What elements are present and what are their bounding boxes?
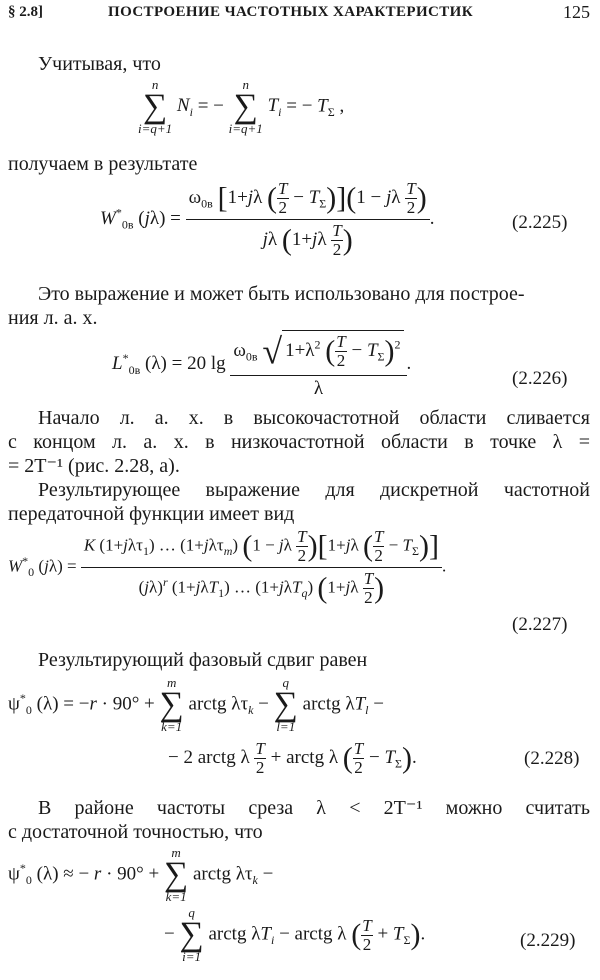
- running-header: [8, 2, 590, 26]
- chapter-title: ПОСТРОЕНИЕ ЧАСТОТНЫХ ХАРАКТЕРИСТИК: [108, 4, 474, 20]
- section-number: § 2.8]: [8, 4, 43, 20]
- paragraph-4-line-3: = 2T⁻¹ (рис. 2.28, а).: [8, 455, 180, 477]
- paragraph-4-line-1: Начало л. а. х. в высокочастотной области сливается: [38, 407, 590, 429]
- equation-number-2-226: (2.226): [512, 368, 568, 389]
- equation-2-227: $W^*_0$ (jλ) = K (1+jλτ$_1$) … (1+jλτ$_m$) (1 − jλ $\frac{T}{2}$ )[1+jλ ( $\frac{T}{2}$ − $T_\Sigma$)] $(j\lambda)^r$ (1+jλT$_1$) … (1+jλT$_q$) (1+jλ $\frac{T}{2}$ ) .: [8, 527, 447, 607]
- paragraph-3-line-2: ния л. а. х.: [8, 307, 98, 329]
- equation-2-225: $W^*_{0в}$ (jλ) = $\omega_{0в}$ [1+jλ ( $\frac{T}{2}$ − $T_\Sigma)](1 - j\lambda$ $\frac{T}{2}$ ) jλ (1+jλ $\frac{T}{2}$ ) .: [100, 179, 435, 259]
- equation-number-2-225: (2.225): [512, 212, 568, 233]
- paragraph-5-line-2: передаточной функции имеет вид: [8, 503, 295, 525]
- equation-2-228-line-2: − 2 arctg λ $\frac{T}{2}$ + arctg λ ( $\frac{T}{2}$ − $T_\Sigma$).: [168, 739, 417, 777]
- paragraph-4-line-2: с концом л. а. х. в низкочастотной области в точке λ =: [8, 431, 590, 453]
- equation-number-2-229: (2.229): [520, 930, 576, 951]
- equation-number-2-228: (2.228): [524, 748, 580, 769]
- equation-2-229-line-1: $\psi^*_0$ (λ) ≈ − r · 90° + m ∑ k=1 arctg $\lambda\tau_k$ −: [8, 845, 274, 904]
- equation-number-2-227: (2.227): [512, 614, 568, 635]
- equation-2-226: $L^*_{0в}$ (λ) = 20 lg $\omega_{0в}$ √ $1+\lambda^2$ ( $\frac{T}{2}$ − $T_\Sigma)^2$ λ .: [112, 331, 412, 399]
- paragraph-7-line-2: с достаточной точностью, что: [8, 821, 263, 843]
- page-number: 125: [563, 2, 590, 22]
- paragraph-3-line-1: Это выражение и может быть использовано для построе-: [38, 283, 525, 305]
- equation-sum: n ∑ i=q+1 $N_i$ = − n ∑ i=q+1 $T_i$ = − $T_\Sigma$ ,: [138, 77, 345, 136]
- paragraph-6: Результирующий фазовый сдвиг равен: [38, 649, 368, 671]
- paragraph-2: получаем в результате: [8, 153, 198, 175]
- paragraph-1: Учитывая, что: [38, 53, 161, 75]
- equation-2-229-line-2: − q ∑ i=1 arctg $\lambda T_i$ − arctg λ ( $\frac{T}{2}$ + $T_\Sigma$).: [164, 905, 426, 964]
- paragraph-5-line-1: Результирующее выражение для дискретной частотной: [38, 479, 590, 501]
- equation-2-228-line-1: $\psi^*_0$ (λ) = −r · 90° + m ∑ k=1 arctg $\lambda\tau_k$ − q ∑ l=1 arctg $\lambda T_l$ −: [8, 675, 384, 734]
- paragraph-7-line-1: В районе частоты среза λ < 2T⁻¹ можно считать: [38, 797, 590, 819]
